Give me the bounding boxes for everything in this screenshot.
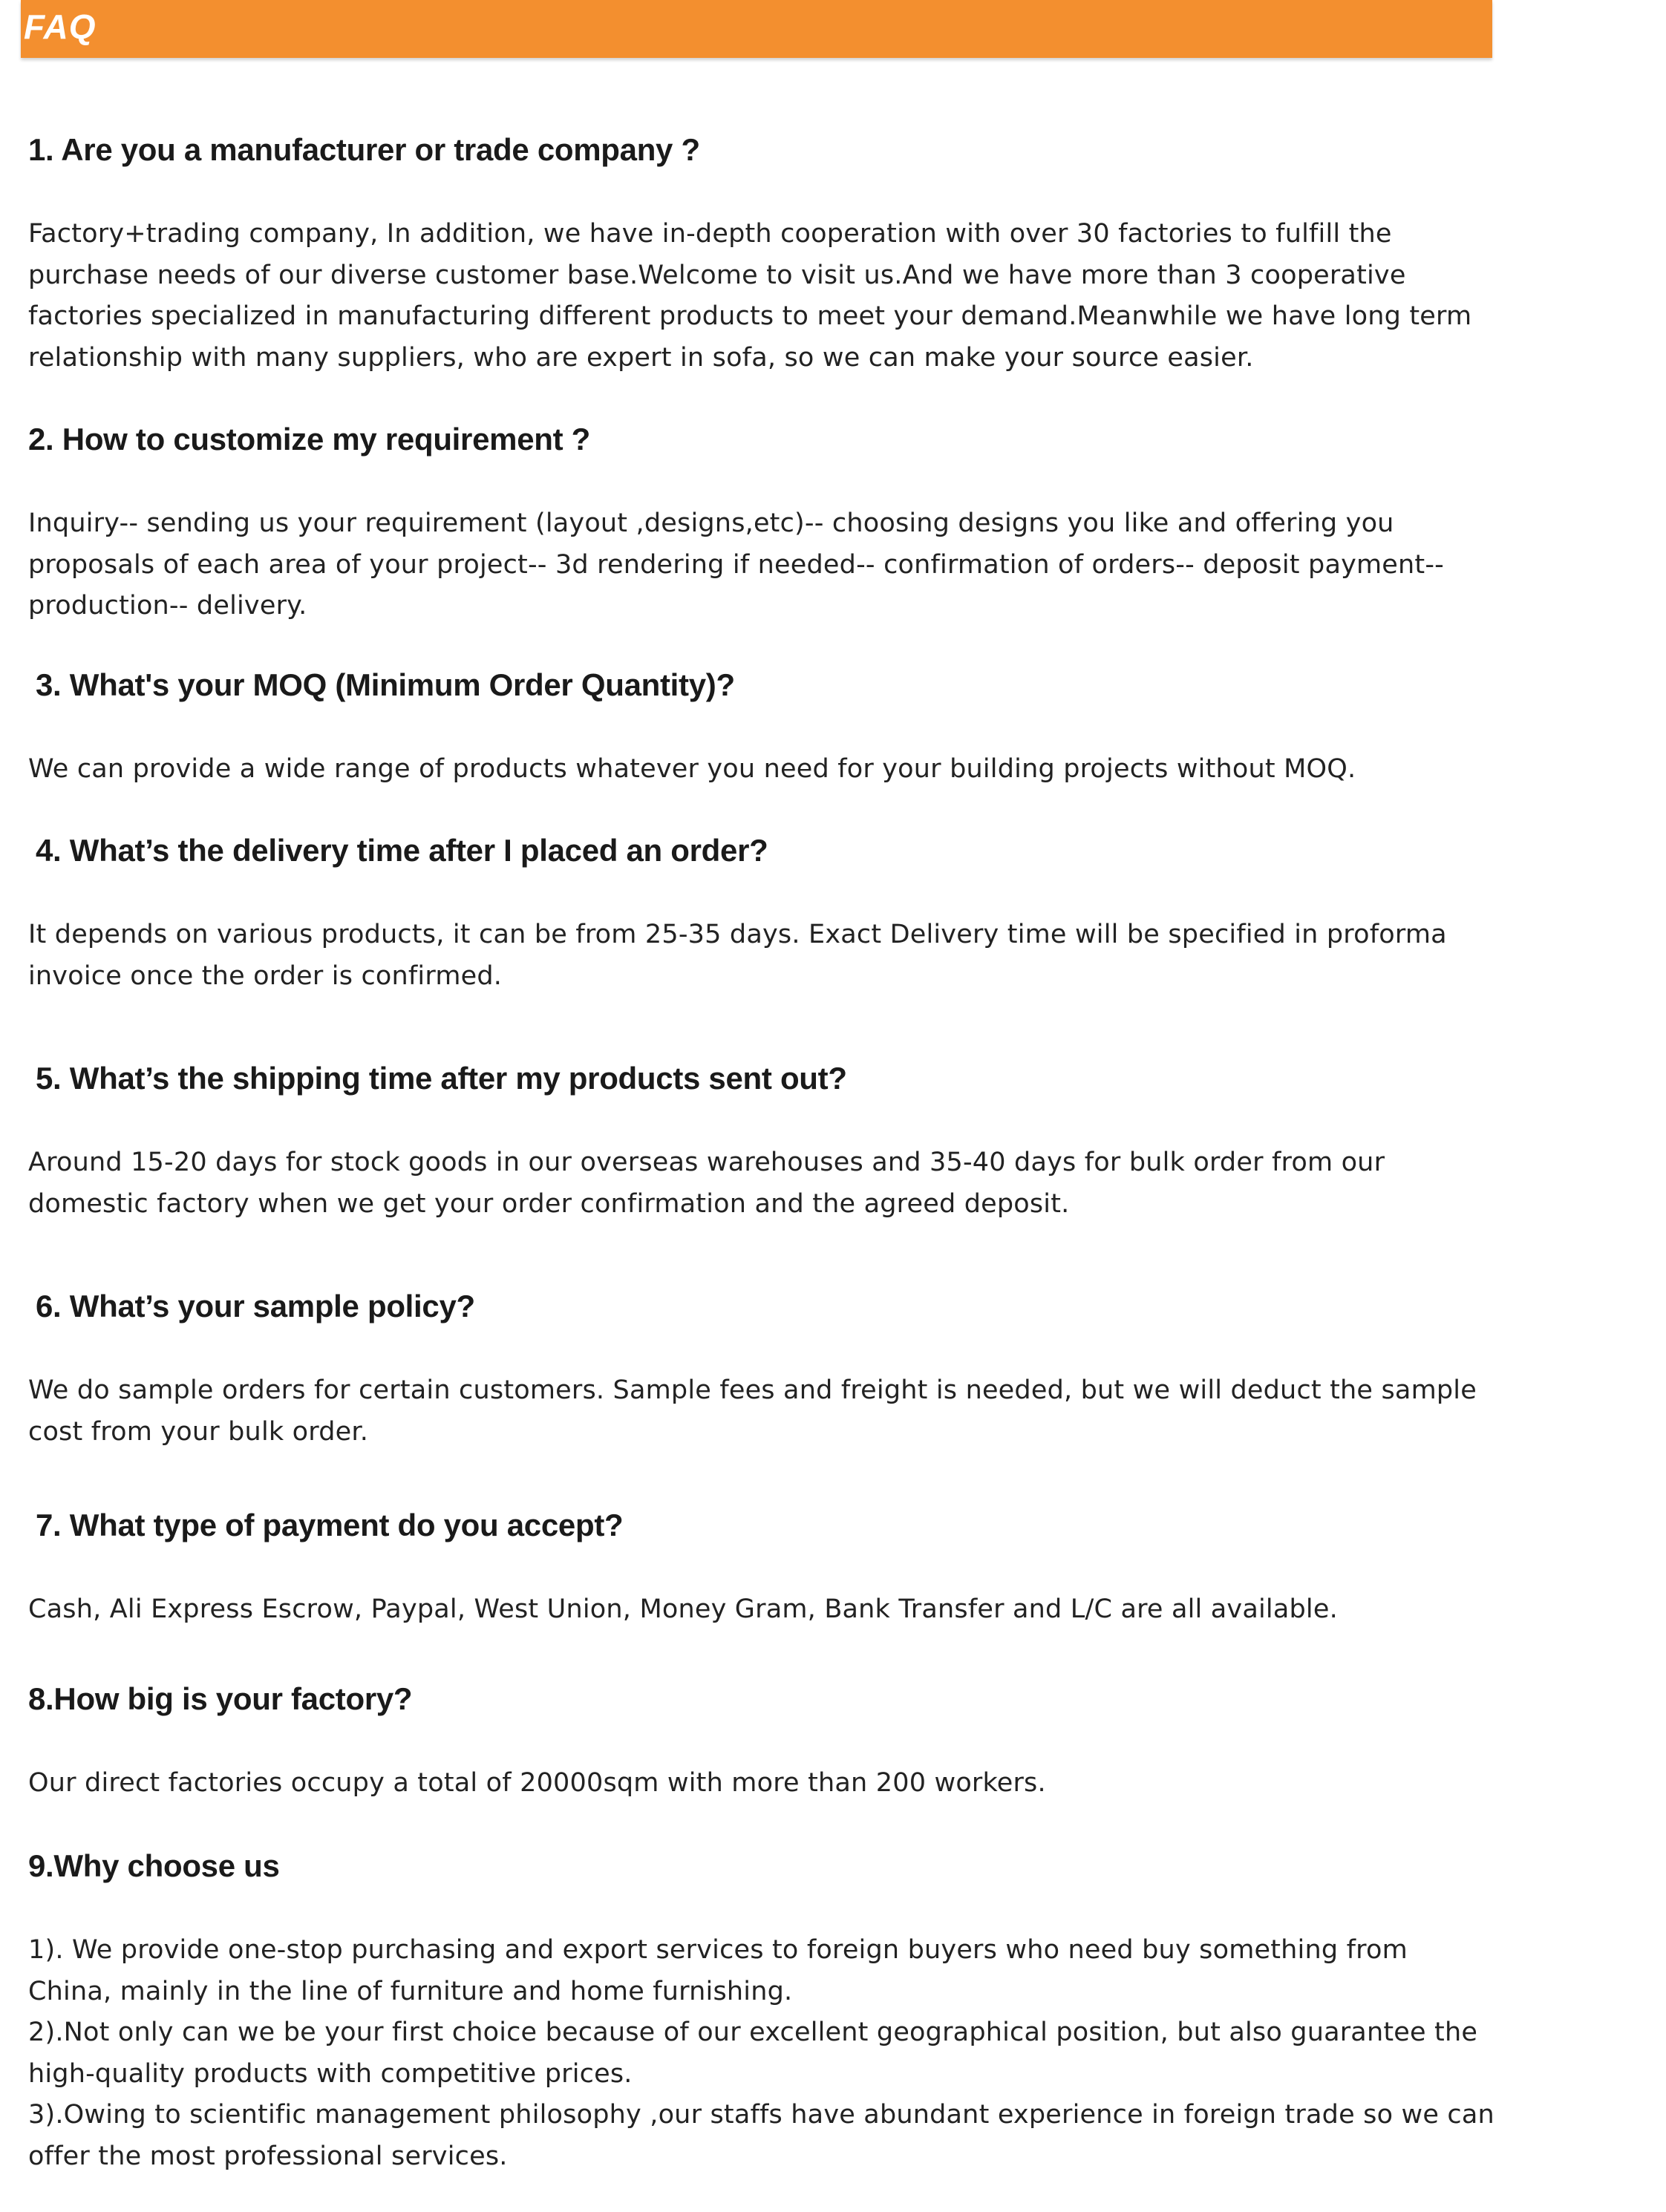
- faq-answer-4: It depends on various products, it can be from 25-35 days. Exact Delivery time will be specified in proforma invoice once the order is confirmed.: [28, 920, 1447, 991]
- faq-item-9: [28, 1844, 1494, 2177]
- faq-question-4: 4. What’s the delivery time after I placed an order?: [36, 833, 768, 868]
- faq-answer-5: Around 15-20 days for stock goods in our overseas warehouses and 35-40 days for bulk order from our domestic factory when we get your order confirmation and the agreed deposit.: [28, 1148, 1385, 1219]
- faq-answer-9-line-3: 3).Owing to scientific management philosophy ,our staffs have abundant experience in foreign trade so we can offer the most professional services.: [28, 2100, 1494, 2171]
- faq-question-6: 6. What’s your sample policy?: [36, 1289, 475, 1323]
- faq-item-7: [28, 1503, 1494, 1631]
- faq-header-title: FAQ: [24, 7, 97, 46]
- faq-item-3: [28, 663, 1494, 791]
- faq-question-3: 3. What's your MOQ (Minimum Order Quantity)?: [36, 667, 735, 702]
- faq-question-2: 2. How to customize my requirement ?: [28, 422, 591, 457]
- faq-question-8: 8.How big is your factory?: [28, 1681, 413, 1716]
- faq-item-6: [28, 1284, 1494, 1453]
- faq-item-5: [28, 1056, 1494, 1225]
- faq-question-5: 5. What’s the shipping time after my products sent out?: [36, 1061, 847, 1096]
- faq-answer-1: Factory+trading company, In addition, we have in-depth cooperation with over 30 factories to fulfill the purchase needs of our diverse customer base.Welcome to visit us.And we have more than 3 cooperative factories specialized in manufacturing different products to meet your demand.Meanwhile we have long term relationship with many suppliers, who are expert in sofa, so we can make your source easier.: [28, 219, 1472, 373]
- faq-answer-7: Cash, Ali Express Escrow, Paypal, West Union, Money Gram, Bank Transfer and L/C are all available.: [28, 1594, 1338, 1624]
- faq-list: [28, 128, 1494, 2177]
- faq-answer-9: [28, 1930, 1494, 2177]
- faq-answer-3: We can provide a wide range of products whatever you need for your building projects without MOQ.: [28, 753, 1356, 784]
- faq-question-7: 7. What type of payment do you accept?: [36, 1508, 624, 1542]
- faq-item-4: [28, 828, 1494, 997]
- faq-question-1: 1. Are you a manufacturer or trade company ?: [28, 132, 700, 167]
- faq-item-2: [28, 417, 1494, 627]
- faq-item-8: [28, 1677, 1494, 1804]
- faq-answer-8: Our direct factories occupy a total of 20000sqm with more than 200 workers.: [28, 1767, 1046, 1798]
- faq-header-banner: [21, 0, 1492, 58]
- faq-answer-9-line-1: 1). We provide one-stop purchasing and export services to foreign buyers who need buy something from China, mainly in the line of furniture and home furnishing.: [28, 1935, 1408, 2006]
- faq-answer-6: We do sample orders for certain customers. Sample fees and freight is needed, but we will deduct the sample cost from your bulk order.: [28, 1375, 1477, 1447]
- faq-answer-2: Inquiry-- sending us your requirement (layout ,designs,etc)-- choosing designs you like and offering you proposals of each area of your project-- 3d rendering if needed-- confirmation of orders-- deposit payment-- production-- delivery.: [28, 508, 1445, 621]
- faq-item-1: [28, 128, 1494, 379]
- faq-question-9: 9.Why choose us: [28, 1848, 280, 1883]
- faq-answer-9-line-2: 2).Not only can we be your first choice because of our excellent geographical position, but also guarantee the high-quality products with competitive prices.: [28, 2018, 1478, 2089]
